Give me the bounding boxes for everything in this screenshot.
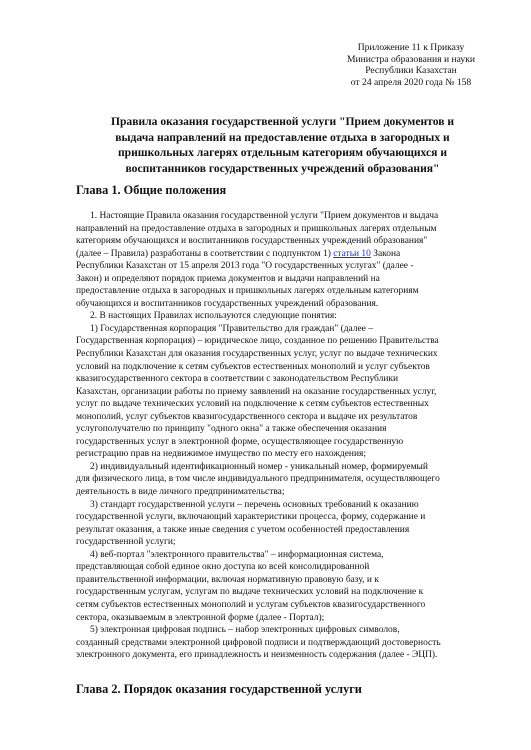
line-text: деятельность в виде личного предпринимательства;	[76, 487, 285, 498]
line-text: правительственной информации, включая нормативную правовую базу, и к	[76, 574, 379, 585]
paragraph-line	[76, 335, 493, 348]
line-text: монополий, услуг субъектов квазигосударственного сектора и выдаче их результатов	[76, 411, 418, 422]
paragraph-line	[76, 223, 493, 236]
line-text: (далее – Правила) разработаны в соответствии с подпунктом 1)	[76, 248, 334, 259]
title-line: пришкольных лагерях отдельным категориям обучающихся и	[117, 146, 448, 160]
line-text: Республики Казахстан для оказания государственных услуг, услуг по выдаче технических	[76, 349, 438, 360]
chapter-2-heading: Глава 2. Порядок оказания государственной услуги	[76, 682, 362, 696]
paragraph-line	[76, 612, 493, 625]
line-text: Государственная корпорация) – юридическое лицо, созданное по решению Правительства	[76, 336, 439, 347]
paragraph-line	[76, 210, 493, 223]
paragraph-line	[76, 411, 493, 424]
paragraph-line	[76, 361, 493, 374]
line-text: для физического лица, в том числе индивидуального предпринимателя, осуществляющего	[76, 474, 440, 485]
paragraph-line	[76, 285, 493, 298]
chapter-1-body	[76, 210, 493, 662]
paragraph-line	[76, 549, 493, 562]
law-article-link[interactable]: статьи 10	[333, 248, 371, 259]
paragraph-line	[76, 561, 493, 574]
line-text: 1. Настоящие Правила оказания государственной услуги "Прием документов и выдача	[90, 211, 439, 221]
line-text: Казахстан, организации работы по приему заявлений на оказание государственных услуг,	[76, 386, 437, 397]
line-text: государственных услуг в электронной форме, осуществляющее государственную	[76, 436, 404, 447]
paragraph-line	[76, 273, 493, 286]
line-text: государственным услугам, услугам по выдаче технических условий на подключение к	[76, 587, 424, 598]
line-text: направлений на предоставление отдыха в загородных и пришкольных лагерях отдельным	[76, 223, 437, 234]
line-text: 4) веб-портал "электронного правительства" – информационная система,	[90, 549, 384, 560]
line-text: 5) электронная цифровая подпись – набор электронных цифровых символов,	[90, 625, 400, 636]
title-line: выдача направлений на предоставление отдыха в загородных и	[115, 130, 450, 144]
paragraph-line	[76, 423, 493, 436]
paragraph-line	[76, 348, 493, 361]
line-text: представляющая собой единое окно доступа ко всей консолидированной	[76, 562, 370, 573]
paragraph-line	[76, 499, 493, 512]
line-text: регистрацию прав на недвижимое имущество по месту его нахождения;	[76, 449, 366, 460]
appendix-line: Приложение 11 к Приказу	[357, 42, 465, 53]
line-text: сетям субъектов естественных монополий и услугам субъектов квазигосударственного	[76, 599, 426, 610]
paragraph-line	[76, 461, 493, 474]
paragraph-line	[76, 536, 493, 549]
paragraph-line	[76, 637, 493, 650]
appendix-line: Министра образования и науки	[347, 53, 475, 65]
line-text: созданный средствами электронной цифровой подписи и подтверждающий достоверность	[76, 637, 441, 648]
line-text: условий на подключение к сетям субъектов естественных монополий и услуг субъектов	[76, 361, 430, 372]
paragraph-line	[76, 448, 493, 461]
title-line: Правила оказания государственной услуги "Прием документов и	[110, 115, 455, 128]
paragraph-line	[76, 248, 493, 261]
paragraph-line	[76, 624, 493, 637]
chapter-1-heading: Глава 1. Общие положения	[76, 183, 227, 197]
line-text: 1) Государственная корпорация "Правительство для граждан" (далее –	[90, 323, 373, 334]
appendix-line: от 24 апреля 2020 года № 158	[350, 76, 472, 88]
line-text: услуг по выдаче технических условий на подключение к сетям субъектов естественных	[76, 399, 429, 410]
line-text: 2. В настоящих Правилах используются следующие понятия:	[90, 311, 337, 322]
paragraph-line	[76, 599, 493, 612]
paragraph-line	[76, 373, 493, 386]
line-text: услугополучателю по принципу "одного окна" а также обеспечения оказания	[76, 424, 387, 435]
title-line: воспитанников государственных учреждений образования"	[125, 161, 440, 175]
line-text: 3) стандарт государственной услуги – перечень основных требований к оказанию	[90, 499, 419, 510]
line-text: государственной услуги;	[76, 537, 176, 548]
paragraph-line	[76, 511, 493, 524]
paragraph-line	[76, 235, 493, 248]
paragraph-line	[76, 323, 493, 336]
line-text: Закона	[370, 248, 401, 259]
paragraph-line	[76, 486, 493, 499]
document-title	[76, 114, 489, 176]
paragraph-line	[76, 260, 493, 273]
line-text: квазигосударственного сектора в соответствии с законодательством Республики	[76, 374, 399, 385]
line-text: сектора, оказываемым в электронной форме (далее - Портал);	[76, 612, 325, 623]
paragraph-line	[76, 298, 493, 311]
paragraph-line	[76, 310, 493, 323]
line-text: Республики Казахстан от 15 апреля 2013 года "О государственных услугах" (далее -	[76, 261, 414, 272]
paragraph-line	[76, 386, 493, 399]
line-text: государственной услуги, включающий характеристики процесса, форму, содержание и	[76, 512, 426, 523]
line-text: результат оказания, а также иные сведения с учетом особенностей предоставления	[76, 524, 410, 535]
line-text: электронного документа, его принадлежность и неизменность содержания (далее - ЭЦП).	[76, 650, 438, 661]
line-text: категориям обучающихся и воспитанников государственных учреждений образования"	[76, 236, 428, 247]
paragraph-line	[76, 649, 493, 662]
line-text: 2) индивидуальный идентификационный номер - уникальный номер, формируемый	[90, 461, 428, 472]
line-text: предоставление отдыха в загородных и пришкольных лагерях отдельным категориям	[76, 286, 419, 297]
paragraph-line	[76, 473, 493, 486]
paragraph-line	[76, 586, 493, 599]
line-text: Закон) и определяют порядок приема документов и выдачи направлений на	[76, 273, 380, 284]
paragraph-line	[76, 398, 493, 411]
appendix-line: Республики Казахстан	[365, 65, 457, 77]
paragraph-line	[76, 436, 493, 449]
paragraph-line	[76, 524, 493, 537]
appendix-note	[330, 42, 492, 88]
line-text: обучающихся и воспитанников государственных учреждений образования.	[76, 298, 379, 309]
paragraph-line	[76, 574, 493, 587]
